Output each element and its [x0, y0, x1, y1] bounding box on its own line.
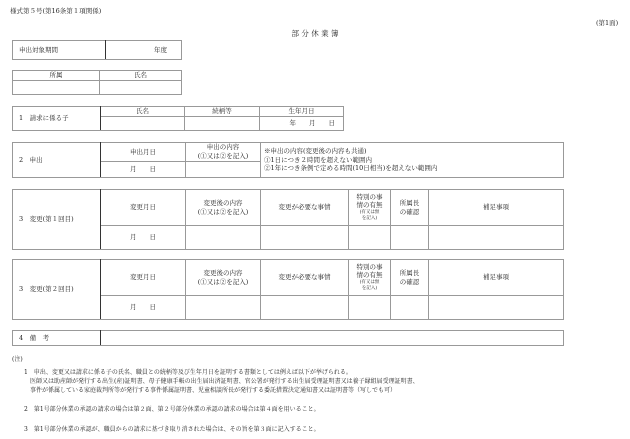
special-circumstance-header: 特別の事 情の有無	[356, 262, 383, 280]
change-date-field[interactable]: 月 日	[101, 296, 186, 320]
special-circumstance-header: 特別の事 情の有無	[356, 192, 383, 210]
supervisor-check-header: 所属長 の確認	[391, 190, 429, 226]
supplement-field[interactable]	[429, 226, 564, 250]
notes-option-1: ①1日につき２時間を超えない範囲内	[264, 155, 373, 164]
request-content-header: 申出の内容 (①又は②を記入)	[186, 143, 261, 162]
relation-field[interactable]	[185, 117, 260, 131]
relation-header: 続柄等	[185, 107, 260, 117]
remarks-field[interactable]	[101, 331, 564, 346]
notes-option-2: ②1年につき条例で定める時間(10日相当)を超えない範囲内	[264, 164, 438, 173]
period-table	[12, 40, 182, 60]
change-date-field[interactable]: 月 日	[101, 226, 186, 250]
special-circumstance-field[interactable]	[349, 226, 391, 250]
name-header: 氏名	[100, 71, 182, 81]
note-3: 3 第1号部分休業の承認が、職員からの請求に基づき取り消された場合は、その旨を第３面に記入すること。	[24, 426, 320, 433]
child-name-header: 氏名	[101, 107, 185, 117]
section2-label: 2 申出	[13, 143, 101, 178]
supplement-header: 補足事項	[429, 190, 564, 226]
remarks-label: 4 備 考	[13, 331, 101, 346]
section4-table	[12, 330, 564, 346]
changed-content-field[interactable]	[186, 226, 261, 250]
supervisor-check-header: 所属長 の確認	[391, 260, 429, 296]
note-1: 1 申出、変更又は請求に係る子の氏名、職員との続柄等及び生年月日を証明する書類としては例えば以下が挙げられる。	[24, 369, 352, 376]
note-1-cont-2: 事件が係属している家庭裁判所等が発行する事件係属証明書、児童相談所長が発行する委託措置決定通知書又は証明書等（写しでも可）	[24, 387, 397, 394]
changed-content-field[interactable]	[186, 296, 261, 320]
affiliation-header: 所属	[13, 71, 100, 81]
change-reason-header: 変更が必要な事情	[261, 260, 349, 296]
special-circumstance-hint: (有又は無 を記入)	[359, 280, 380, 292]
birthdate-field[interactable]: 年 月 日	[260, 117, 344, 131]
changed-content-header: 変更後の内容 (①又は②を記入)	[186, 190, 261, 226]
notes-head: (注)	[12, 356, 23, 363]
page-title: 部 分 休 業 簿	[291, 29, 339, 38]
change-reason-field[interactable]	[261, 226, 349, 250]
note-2: 2 第1号部分休業の承認の請求の場合は第２面、第２号部分休業の承認の請求の場合は第４面を用いること。	[24, 406, 320, 413]
request-date-field[interactable]: 月 日	[101, 162, 186, 178]
section3-second-table	[12, 259, 564, 320]
section1-table	[12, 106, 344, 131]
form-number: 様式第５号(第16条第１項関係)	[10, 7, 102, 15]
supplement-header: 補足事項	[429, 260, 564, 296]
section2-table	[12, 142, 564, 178]
period-field[interactable]: 年度	[106, 41, 182, 60]
request-date-header: 申出月日	[101, 143, 186, 162]
change-reason-field[interactable]	[261, 296, 349, 320]
section3-first-label: 3 変更(第１回目)	[13, 190, 101, 250]
change-date-header: 変更月日	[101, 190, 186, 226]
note-1-cont-1: 医師又は助産師が発行する出生(産)証明書、母子健康手帳の出生届出済証明書、官公署が発行する出生届受理証明書又は養子縁組届受理証明書、	[24, 378, 419, 385]
changed-content-header: 変更後の内容 (①又は②を記入)	[186, 260, 261, 296]
affiliation-field[interactable]	[13, 81, 100, 95]
notes-heading: ※申出の内容(変更後の内容も共通)	[264, 146, 367, 155]
affiliation-table	[12, 70, 182, 95]
child-name-field[interactable]	[101, 117, 185, 131]
supplement-field[interactable]	[429, 296, 564, 320]
section3-first-table	[12, 189, 564, 250]
name-field[interactable]	[100, 81, 182, 95]
supervisor-check-field[interactable]	[391, 226, 429, 250]
period-label: 申出対象期間	[13, 41, 106, 60]
request-content-field[interactable]	[186, 162, 261, 178]
birthdate-header: 生年月日	[260, 107, 344, 117]
supervisor-check-field[interactable]	[391, 296, 429, 320]
section3-second-label: 3 変更(第２回目)	[13, 260, 101, 320]
request-notes	[261, 143, 564, 178]
page-number: (第1面)	[596, 19, 619, 27]
change-reason-header: 変更が必要な事情	[261, 190, 349, 226]
section1-label: 1 請求に係る子	[13, 107, 101, 131]
special-circumstance-hint: (有又は無 を記入)	[359, 210, 380, 222]
special-circumstance-field[interactable]	[349, 296, 391, 320]
change-date-header: 変更月日	[101, 260, 186, 296]
